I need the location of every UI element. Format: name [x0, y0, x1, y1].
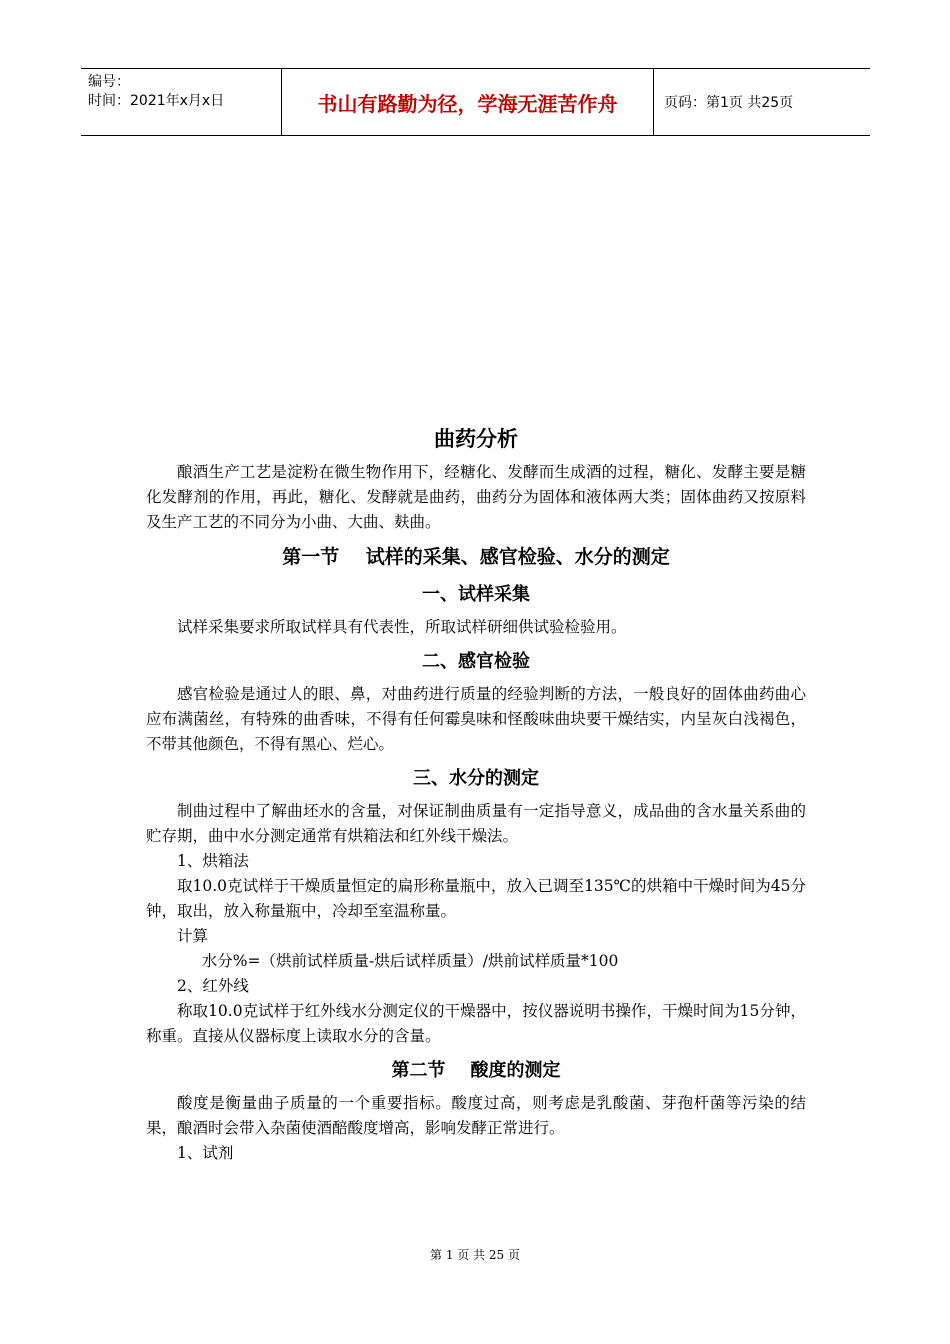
- acidity-text: 酸度是衡量曲子质量的一个重要指标。酸度过高，则考虑是乳酸菌、芽孢杆菌等污染的结果，酿酒时会带入杂菌使酒醅酸度增高，影响发酵正常进行。: [146, 1094, 806, 1137]
- intro-paragraph: 酿酒生产工艺是淀粉在微生物作用下，经糖化、发酵而生成酒的过程，糖化、发酵主要是糖化发酵剂的作用，再此，糖化、发酵就是曲药，曲药分为固体和液体两大类；固体曲药又按原料及生产工艺的不同分为小曲、大曲、麸曲。: [146, 463, 806, 531]
- sensory-heading: 二、感官检验: [422, 651, 530, 672]
- sensory-text: 感官检验是通过人的眼、鼻，对曲药进行质量的经验判断的方法，一般良好的固体曲药曲心应布满菌丝，有特殊的曲香味，不得有任何霉臭味和怪酸味曲块要干燥结实，内呈灰白浅褐色，不带其他颜色，不得有黑心、烂心。: [146, 685, 806, 753]
- oven-method-label: 1、烘箱法: [177, 852, 249, 870]
- calc-label: 计算: [177, 927, 209, 945]
- infrared-method-label: 2、红外线: [177, 977, 249, 995]
- header-page-info: 页码：第1页 共25页: [664, 95, 794, 111]
- document-title: 曲药分析: [434, 427, 518, 451]
- moisture-formula: 水分%=（烘前试样质量-烘后试样质量）/烘前试样质量*100: [201, 952, 619, 970]
- page-footer: 第 1 页 共 25 页: [430, 1248, 520, 1262]
- header-meta: [81, 69, 282, 135]
- time-label: 时间：2021年x月x日: [88, 93, 225, 109]
- number-label: 编号：: [88, 74, 130, 90]
- sampling-text: 试样采集要求所取试样具有代表性，所取试样研细供试验检验用。: [177, 618, 627, 636]
- section2-heading: 第二节 酸度的测定: [391, 1060, 561, 1081]
- moisture-heading: 三、水分的测定: [413, 768, 539, 789]
- oven-method-text: 取10.0克试样于干燥质量恒定的扁形称量瓶中，放入已调至135℃的烘箱中干燥时间为45分钟，取出，放入称量瓶中，冷却至室温称量。: [146, 877, 806, 920]
- section1-heading: 第一节 试样的采集、感官检验、水分的测定: [282, 546, 670, 568]
- reagent-label: 1、试剂: [177, 1144, 234, 1162]
- sampling-heading: 一、试样采集: [422, 584, 530, 605]
- infrared-method-text: 称取10.0克试样于红外线水分测定仪的干燥器中，按仪器说明书操作，干燥时间为15分钟，称重。直接从仪器标度上读取水分的含量。: [146, 1002, 806, 1045]
- moisture-text: 制曲过程中了解曲坯水的含量，对保证制曲质量有一定指导意义，成品曲的含水量关系曲的贮存期，曲中水分测定通常有烘箱法和红外线干燥法。: [146, 802, 806, 845]
- document-body: [146, 418, 806, 1166]
- header-motto: 书山有路勤为径，学海无涯苦作舟: [282, 69, 654, 135]
- page-header: [81, 68, 870, 136]
